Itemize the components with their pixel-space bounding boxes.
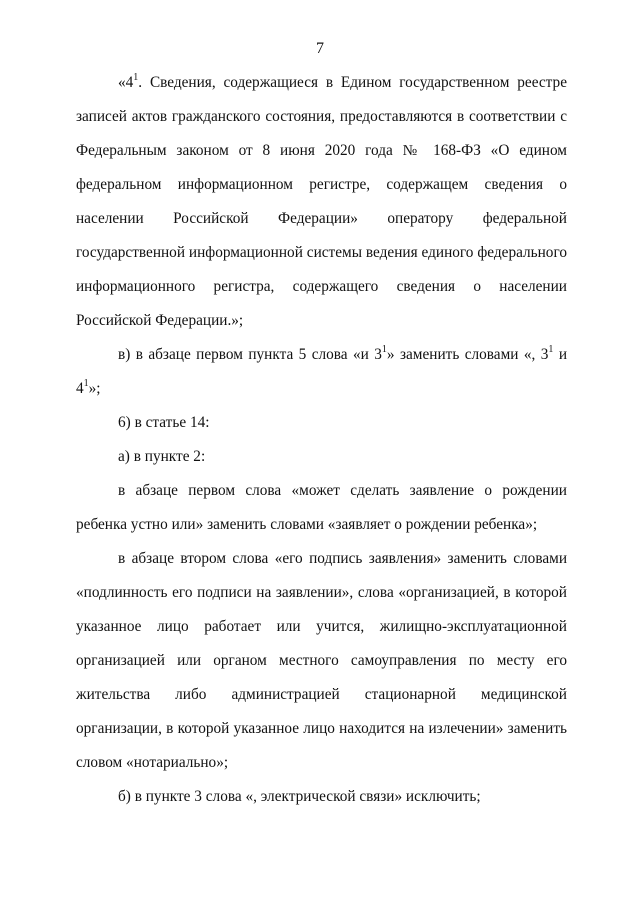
paragraph-article-14: 6) в статье 14: bbox=[118, 414, 210, 431]
paragraph-first-abzac: в абзаце первом слова «может сделать заявление о рождении ребенка устно или» заменить словами «заявляет о рождении ребенка»; bbox=[76, 482, 567, 533]
text-segment: в) в абзаце первом пункта 5 слова «и 3 bbox=[118, 346, 382, 363]
text-segment: и 4 bbox=[76, 346, 568, 397]
superscript: 1 bbox=[381, 343, 387, 355]
text-segment: . Сведения, содержащиеся в Едином государственном реестре записей актов гражданского состояния, предоставляются в соответствии с Федеральным законом от 8 июня 2020 года № 168-ФЗ «О едином федеральном информационном регистре, содержащем сведения о населении Российской Федерации» оператору федеральной государственной информационной системы ведения единого федерального информационного регистра, содержащего сведения о населении Российской Федерации.»; bbox=[76, 74, 567, 329]
text-segment: »; bbox=[88, 380, 101, 397]
paragraph-amendment-4-1 bbox=[76, 66, 567, 338]
superscript: 1 bbox=[133, 71, 139, 83]
paragraph-point-3: б) в пункте 3 слова «, электрической связи» исключить; bbox=[118, 788, 481, 805]
paragraph-item-v bbox=[76, 338, 567, 406]
page-number: 7 bbox=[316, 40, 324, 57]
text-segment: » заменить словами «, 3 bbox=[386, 346, 549, 363]
superscript: 1 bbox=[83, 377, 89, 389]
paragraph-point-2: а) в пункте 2: bbox=[118, 448, 206, 465]
document-body bbox=[76, 66, 567, 814]
paragraph-second-abzac: в абзаце втором слова «его подпись заявления» заменить словами «подлинность его подписи на заявлении», слова «организацией, в которой указанное лицо работает или учится, жилищно-эксплуатационной организацией или органом местного самоуправления по месту его жительства либо администрацией стационарной медицинской организации, в которой указанное лицо находится на излечении» заменить словом «нотариально»; bbox=[76, 550, 567, 771]
superscript: 1 bbox=[548, 343, 554, 355]
text-segment: «4 bbox=[118, 74, 134, 91]
